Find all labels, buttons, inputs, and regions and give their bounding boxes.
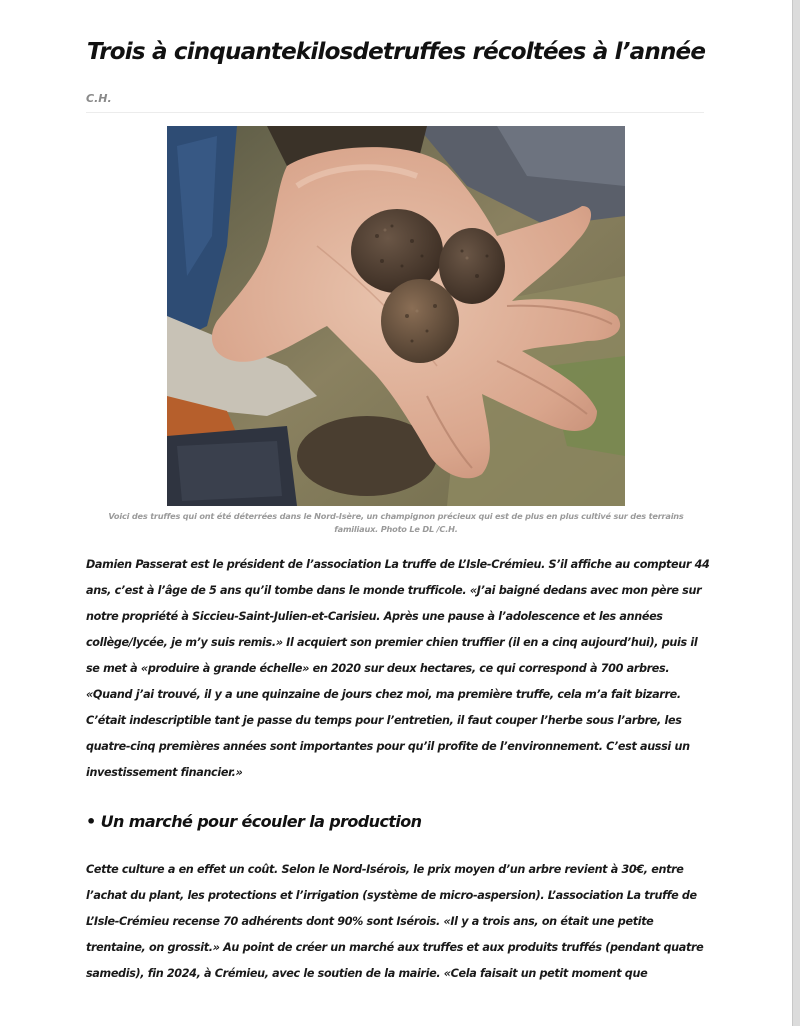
paragraph-1: Damien Passerat est le président de l’association La truffe de L’Isle-Crémieu. S’il affiche au compteur 44 ans, c’est à l’âge de 5 ans qu’il tombe dans le monde trufficole. «J’ai baigné dedans avec mon père sur notre propriété à Siccieu-Saint-Julien-et-Carisieu. Après une pause à l’adolescence et les années collège/lycée, je m’y suis remis.» Il acquiert son premier chien truffier (il en a cinq aujourd’hui), puis il se met à «produire à grande échelle» en 2020 sur deux hectares, ce qui correspond à 700 arbres. «Quand j’ai trouvé, il y a une quinzaine de jours chez moi, ma première truffe, cela m’a fait bizarre. C’était indescriptible tant je passe du temps pour l’entretien, il faut couper l’herbe sous l’arbre, les quatre-cinq premières années sont importantes pour qu’il profite de l’environnement. C’est aussi un investissement financier.» (86, 558, 710, 779)
article-author: C.H. (86, 92, 112, 105)
article-photo (167, 126, 625, 506)
truffles-in-hand-image (167, 126, 625, 506)
page-scroll-edge (792, 0, 800, 1026)
section-heading: • Un marché pour écouler la production (86, 812, 422, 831)
photo-caption: Voici des truffes qui ont été déterrées dans le Nord-Isère, un champignon précieux qui est de plus en plus cultivé sur des terrains familiaux. Photo Le DL /C.H. (108, 511, 684, 534)
paragraph-2: Cette culture a en effet un coût. Selon le Nord-Isérois, le prix moyen d’un arbre revient à 30€, entre l’achat du plant, les protections et l’irrigation (système de micro-aspersion). L’association La truffe de L’Isle-Crémieu recense 70 adhérents dont 90% sont Isérois. «Il y a trois ans, on était une petite trentaine, on grossit.» Au point de créer un marché aux truffes et aux produits truffés (pendant quatre samedis), fin 2024, à Crémieu, avec le soutien de la mairie. «Cela faisait un petit moment que (86, 863, 704, 980)
truffle-bottom (381, 279, 459, 363)
article-title: Trois à cinquantekilosdetruffes récoltées à l’année (86, 39, 706, 65)
author-divider (86, 112, 704, 113)
truffle-top-right (439, 228, 505, 304)
